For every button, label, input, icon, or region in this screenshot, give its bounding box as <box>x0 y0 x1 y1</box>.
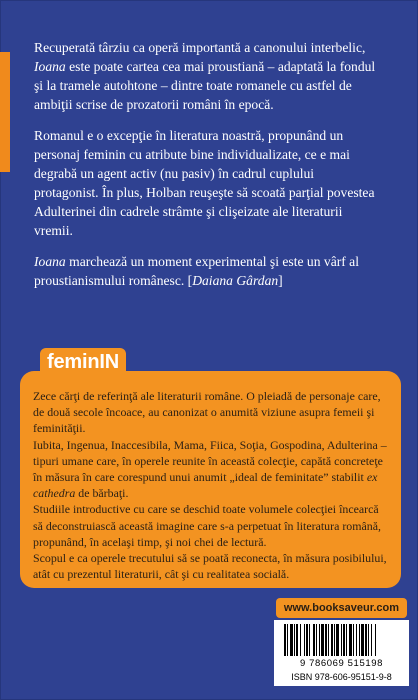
barcode-bar <box>341 624 342 656</box>
barcode-bar <box>294 624 295 656</box>
barcode-bar <box>375 624 376 656</box>
barcode-bar <box>309 624 310 656</box>
barcode-bar <box>319 624 320 656</box>
barcode-digits: 9 786069 515198 <box>300 658 383 669</box>
blurb-text <box>34 38 380 302</box>
barcode-bar <box>359 624 360 656</box>
barcode-bar <box>321 624 324 656</box>
critic-name: Daiana Gârdan <box>192 273 279 288</box>
barcode-bar <box>296 624 298 656</box>
blurb-text-run: Recuperată târziu ca operă importantă a canonului interbelic, <box>34 40 366 55</box>
barcode-bar <box>365 624 367 656</box>
barcode-bar <box>371 624 372 656</box>
series-logo: feminIN <box>47 351 119 373</box>
barcode-bar <box>349 624 352 656</box>
barcode-bar <box>361 624 364 656</box>
barcode-bar <box>325 624 327 656</box>
series-text <box>33 388 391 582</box>
series-text-run: Iubita, Ingenua, Inaccesibila, Mama, Fiica, Soţia, Gospodina, Adulterina – tipuri umane care, în operele reunite în această colecţie, capătă concreteţe în măsura în care corespund unui anumit „ideal de feminitate” stabilit <box>33 437 387 485</box>
barcode-icon <box>274 620 409 660</box>
barcode-bar <box>336 624 339 656</box>
barcode-bar <box>304 624 305 656</box>
barcode-bar <box>290 624 293 656</box>
publisher-url[interactable]: www.booksaveur.com <box>276 598 407 618</box>
barcode-bar <box>346 624 347 656</box>
blurb-paragraph-3 <box>34 252 380 290</box>
isbn-label: ISBN 978-606-95151-9-8 <box>291 672 392 682</box>
series-italic: ex cathedra <box>33 470 378 501</box>
orange-edge-tab <box>0 52 10 172</box>
series-paragraph-2 <box>33 437 391 502</box>
barcode-bar <box>306 624 308 656</box>
series-text-run: de bărbaţi. <box>75 486 129 501</box>
barcode-bar <box>313 624 315 656</box>
barcode-bar <box>334 624 335 656</box>
barcode-bar <box>287 624 288 656</box>
series-paragraph-1: Zece cărţi de referinţă ale literaturii române. O pleiadă de personaje care, de două secole încoace, au canonizat o anumită viziune asupra femeii şi feminităţii. <box>33 389 381 436</box>
blurb-text-run: ] <box>278 273 283 288</box>
barcode-bar <box>316 624 317 656</box>
blurb-paragraph-2: Romanul e o excepţie în literatura noastră, propunând un personaj feminin cu atribute bine individualizate, ce e mai degrabă un agent activ (nu pasiv) în cadrul cuplului protagonist. În plus, Holban reuşeşte să scoată parţial povestea Adulterinei din cadrele strâmte şi clişeizate ale literaturii vremii. <box>34 128 375 238</box>
barcode-bar <box>284 624 286 656</box>
barcode-bar <box>368 624 369 656</box>
barcode-bar <box>331 624 333 656</box>
blurb-text-run: este poate cartea cea mai proustiană – adaptată la fondul şi la tramele autohtone – dintre toate romanele cu astfel de ambiţii scrise de prozatorii români în epocă. <box>34 59 376 112</box>
series-paragraph-3: Studiile introductive cu care se deschid toate volumele colecţiei încearcă să deconstruiască această imagine care s-a perpetuat în literatura română, propunând, în acelaşi timp, şi noi chei de lectură. <box>33 502 381 549</box>
book-title-italic: Ioana <box>34 59 66 74</box>
blurb-text-run: marchează un moment experimental şi este un vârf al proustianismului românesc. [ <box>34 254 359 288</box>
barcode-panel <box>274 620 409 686</box>
barcode-bar <box>343 624 345 656</box>
barcode-bar <box>356 624 357 656</box>
series-paragraph-4: Scopul e ca operele trecutului să se poată reconecta, în măsura posibilului, atât cu prezentul literaturii, cât şi cu realitatea socială. <box>33 551 387 582</box>
blurb-paragraph-1 <box>34 38 380 114</box>
barcode-bar <box>328 624 329 656</box>
book-title-italic: Ioana <box>34 254 66 269</box>
barcode-bar <box>353 624 354 656</box>
barcode-bar <box>300 624 301 656</box>
